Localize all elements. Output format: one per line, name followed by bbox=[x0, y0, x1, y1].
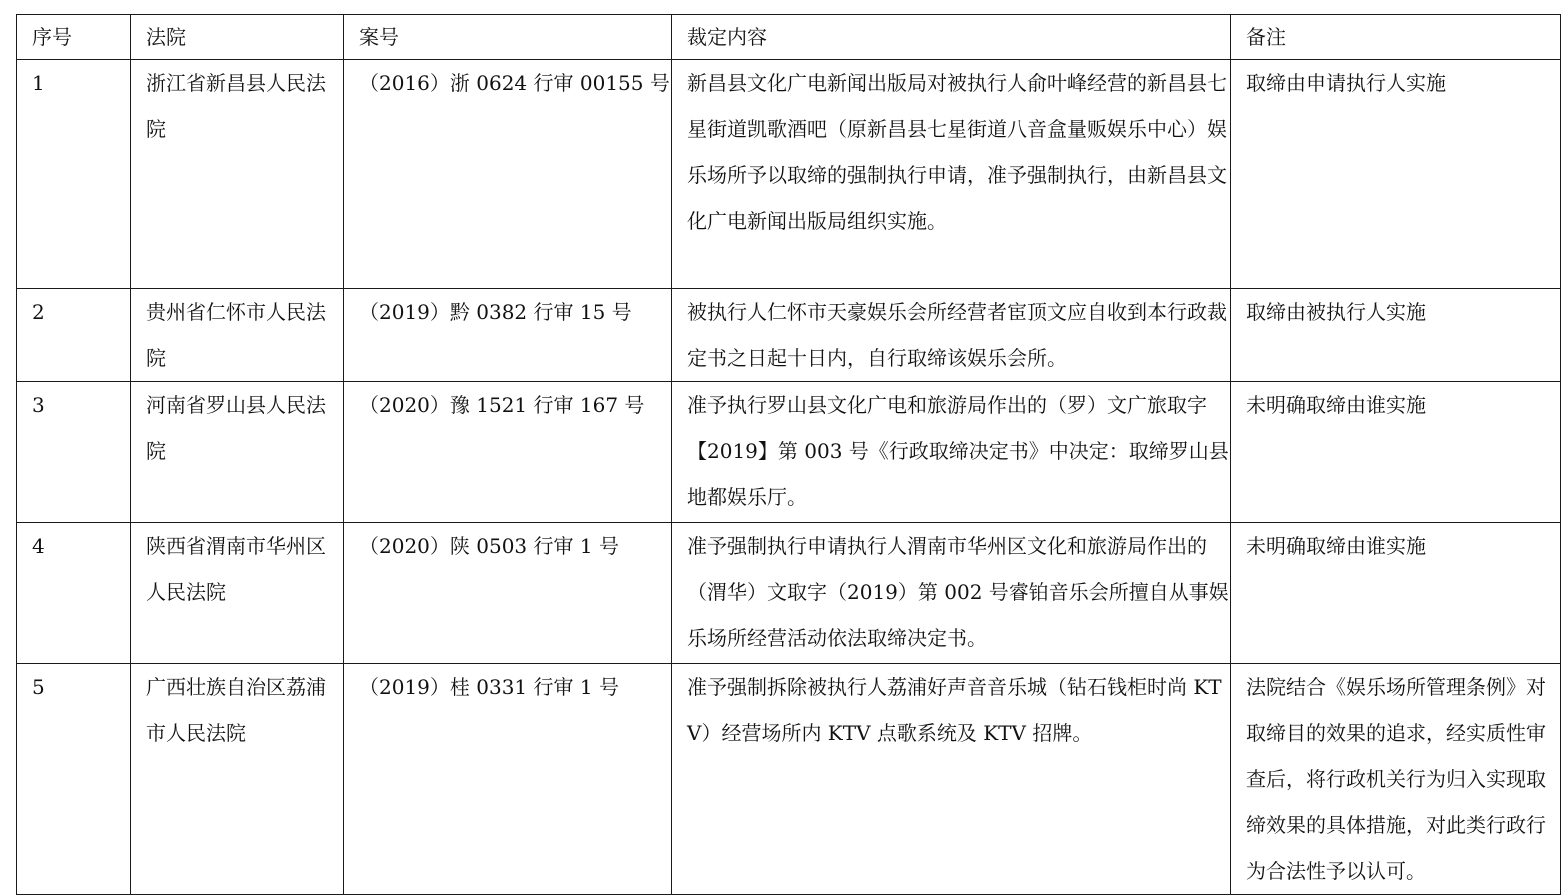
cell-index: 5 bbox=[17, 664, 131, 895]
table-row bbox=[17, 382, 1561, 523]
cell-court: 浙江省新昌县人民法院 bbox=[131, 60, 344, 289]
table-row bbox=[17, 60, 1561, 289]
cell-ruling-content: 准予强制执行申请执行人渭南市华州区文化和旅游局作出的（渭华）文取字（2019）第 002 号睿铂音乐会所擅自从事娱乐场所经营活动依法取缔决定书。 bbox=[672, 523, 1231, 664]
cell-index: 3 bbox=[17, 382, 131, 523]
table-header-row bbox=[17, 15, 1561, 60]
header-court: 法院 bbox=[131, 15, 344, 60]
cell-ruling-content: 新昌县文化广电新闻出版局对被执行人俞叶峰经营的新昌县七星街道凯歌酒吧（原新昌县七星街道八音盒量贩娱乐中心）娱乐场所予以取缔的强制执行申请，准予强制执行，由新昌县文化广电新闻出版局组织实施。 bbox=[672, 60, 1231, 289]
header-ruling-content: 裁定内容 bbox=[672, 15, 1231, 60]
cell-index: 2 bbox=[17, 289, 131, 382]
cell-index: 4 bbox=[17, 523, 131, 664]
cell-case-number: （2019）黔 0382 行审 15 号 bbox=[344, 289, 672, 382]
cell-court: 河南省罗山县人民法院 bbox=[131, 382, 344, 523]
cell-ruling-content: 准予执行罗山县文化广电和旅游局作出的（罗）文广旅取字【2019】第 003 号《行政取缔决定书》中决定：取缔罗山县地都娱乐厅。 bbox=[672, 382, 1231, 523]
table-row bbox=[17, 664, 1561, 895]
cell-case-number: （2020）豫 1521 行审 167 号 bbox=[344, 382, 672, 523]
cell-case-number: （2019）桂 0331 行审 1 号 bbox=[344, 664, 672, 895]
cell-ruling-content: 准予强制拆除被执行人荔浦好声音音乐城（钻石钱柜时尚 KTV）经营场所内 KTV 点歌系统及 KTV 招牌。 bbox=[672, 664, 1231, 895]
header-index: 序号 bbox=[17, 15, 131, 60]
header-case-number: 案号 bbox=[344, 15, 672, 60]
cell-case-number: （2016）浙 0624 行审 00155 号 bbox=[344, 60, 672, 289]
cell-court: 贵州省仁怀市人民法院 bbox=[131, 289, 344, 382]
ruling-table bbox=[16, 14, 1561, 895]
cell-remark: 取缔由被执行人实施 bbox=[1231, 289, 1561, 382]
cell-case-number: （2020）陕 0503 行审 1 号 bbox=[344, 523, 672, 664]
cell-remark: 取缔由申请执行人实施 bbox=[1231, 60, 1561, 289]
cell-index: 1 bbox=[17, 60, 131, 289]
header-remark: 备注 bbox=[1231, 15, 1561, 60]
cell-ruling-content: 被执行人仁怀市天豪娱乐会所经营者宦顶文应自收到本行政裁定书之日起十日内，自行取缔该娱乐会所。 bbox=[672, 289, 1231, 382]
table-row bbox=[17, 523, 1561, 664]
cell-remark: 未明确取缔由谁实施 bbox=[1231, 523, 1561, 664]
cell-remark: 法院结合《娱乐场所管理条例》对取缔目的效果的追求，经实质性审查后，将行政机关行为归入实现取缔效果的具体措施，对此类行政行为合法性予以认可。 bbox=[1231, 664, 1561, 895]
cell-remark: 未明确取缔由谁实施 bbox=[1231, 382, 1561, 523]
cell-court: 陕西省渭南市华州区人民法院 bbox=[131, 523, 344, 664]
table-row bbox=[17, 289, 1561, 382]
cell-court: 广西壮族自治区荔浦市人民法院 bbox=[131, 664, 344, 895]
